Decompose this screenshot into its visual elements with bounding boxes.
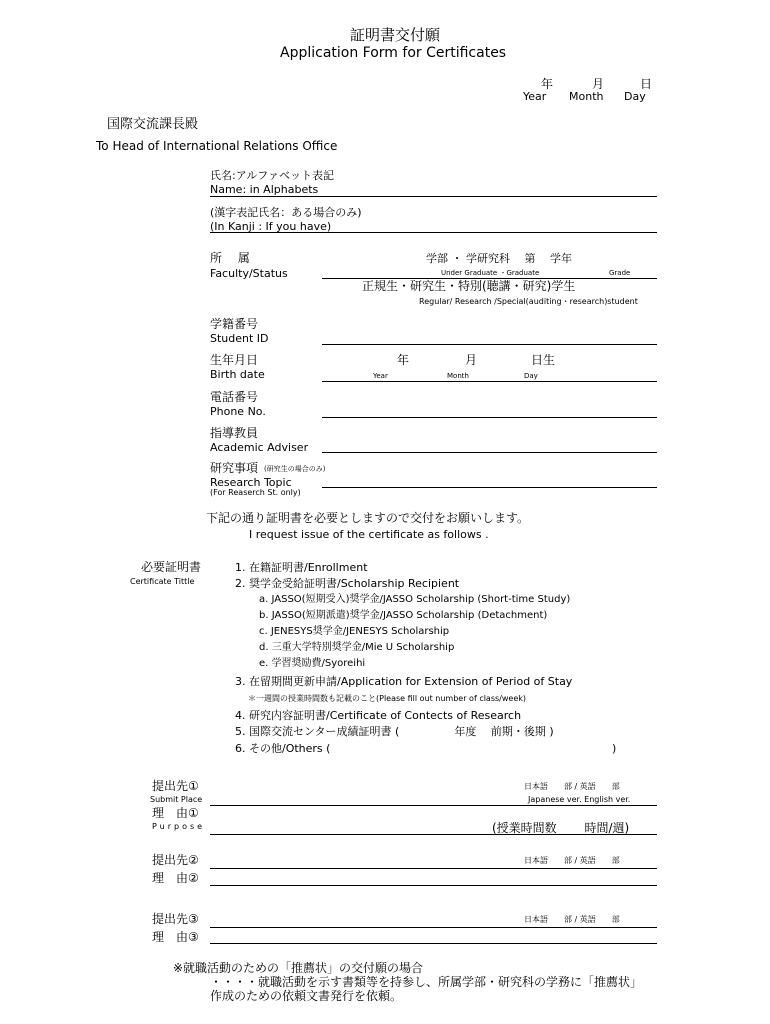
submit-place-3-field[interactable] [210,927,657,928]
certificate-item-2e[interactable]: e. 学習奨励費/Syoreihi [259,658,366,669]
certificate-item-3-note: ＊一週間の授業時間数も記載のこと(Please fill out number of class/week) [248,694,527,703]
date-day-en: Day [624,90,646,103]
submit-place-1-field[interactable] [210,805,657,806]
name-label-en: Name: in Alphabets [210,183,319,196]
certificate-label-en: Certificate Tittle [130,577,195,586]
submit-place-3-copies: 日本語 部 / 英語 部 [524,915,620,924]
adviser-field[interactable] [322,452,657,453]
birth-date-field[interactable] [322,381,657,382]
title-en: Application Form for Certificates [280,45,507,61]
purpose-2-field[interactable] [210,885,657,886]
purpose-2-label: 理 由② [152,871,199,885]
addressee-ja: 国際交流課長殿 [107,117,199,132]
research-field[interactable] [322,487,657,488]
birth-day-ja: 日生 [531,353,556,367]
purpose-3-label: 理 由③ [152,930,199,944]
submit-place-1-copies: 日本語 部 / 英語 部 [524,782,620,791]
birth-month-en: Month [447,372,469,380]
certificate-item-6-close: ) [612,742,617,755]
title-ja: 証明書交付願 [350,26,441,44]
birth-label-ja: 生年月日 [210,353,259,367]
footer-note-line-2: ・・・・就職活動を示す書類等を持参し、所属学部・研究科の学務に「推薦状」 [210,975,643,989]
faculty-options-en: Under Graduate ・Graduate [441,269,540,277]
faculty-label-ja: 所 属 [210,251,250,265]
date-day-ja: 日 [640,77,653,91]
certificate-item-2[interactable]: 2. 奨学金受給証明書/Scholarship Recipient [235,577,460,590]
faculty-grade-en: Grade [609,269,631,277]
kanji-label-en: (In Kanji : If you have) [210,220,332,233]
date-month-ja: 月 [592,77,605,91]
birth-month-ja: 月 [465,353,478,367]
certificate-item-2a[interactable]: a. JASSO(短期受入)奨学金/JASSO Scholarship (Short-time Study) [259,594,571,605]
submit-place-2-field[interactable] [210,868,657,869]
request-en: I request issue of the certificate as follows . [249,528,489,541]
purpose-1-label-en: Purpose [152,822,206,831]
birth-label-en: Birth date [210,368,265,381]
birth-day-en: Day [524,372,538,380]
certificate-item-2c[interactable]: c. JENESYS奨学金/JENESYS Scholarship [259,626,450,637]
faculty-label-en: Faculty/Status [210,267,288,280]
certificate-item-3[interactable]: 3. 在留期間更新申請/Application for Extension of Period of Stay [235,675,573,688]
submit-place-1-label-en: Submit Place [150,795,203,804]
birth-year-en: Year [373,372,388,380]
footer-note-line-1: ※就職活動のための「推薦状」の交付願の場合 [173,961,424,975]
student-id-label-ja: 学籍番号 [210,317,259,331]
birth-year-ja: 年 [397,353,410,367]
adviser-label-en: Academic Adviser [210,441,309,454]
date-year-en: Year [523,90,547,103]
submit-place-1-copies-en: Japanese ver. English ver. [528,795,631,804]
research-label-ja: 研究事項 [210,461,259,475]
addressee-en: To Head of International Relations Office [96,139,338,153]
phone-field[interactable] [322,417,657,418]
adviser-label-ja: 指導教員 [210,426,259,440]
faculty-options-ja: 学部 ・ 学研究科 第 学年 [426,252,572,265]
kanji-name-field[interactable] [210,232,657,233]
certificate-item-4[interactable]: 4. 研究内容証明書/Certificate of Contects of Research [235,709,522,722]
submit-place-3-label: 提出先③ [152,912,199,926]
student-id-field[interactable] [322,344,657,345]
name-field[interactable] [210,196,657,197]
submit-place-2-label: 提出先② [152,853,199,867]
kanji-label-ja: (漢字表記氏名：ある場合のみ) [210,206,362,219]
certificate-item-6[interactable]: 6. その他/Others ( [235,742,331,755]
date-month-en: Month [569,90,604,103]
purpose-1-field[interactable] [210,834,657,835]
status-options-ja: 正規生・研究生・特別(聴講・研究)学生 [362,279,576,293]
certificate-item-2d[interactable]: d. 三重大学特別奨学金/Mie U Scholarship [259,642,455,653]
status-options-en: Regular/ Research /Special(auditing・research)student [419,297,638,306]
phone-label-en: Phone No. [210,405,266,418]
certificate-item-5[interactable]: 5. 国際交流センター成績証明書 ( 年度 前期・後期 ) [235,725,554,738]
purpose-3-field[interactable] [210,943,657,944]
certificate-item-1[interactable]: 1. 在籍証明書/Enrollment [235,561,368,574]
research-note-en: (For Reaserch St. only) [210,488,301,497]
certificate-item-2b[interactable]: b. JASSO(短期派遣)奨学金/JASSO Scholarship (Detachment) [259,610,548,621]
certificate-label-ja: 必要証明書 [141,560,202,574]
phone-label-ja: 電話番号 [210,390,259,404]
submit-place-1-label: 提出先① [152,779,199,793]
submit-place-2-copies: 日本語 部 / 英語 部 [524,856,620,865]
footer-note-line-3: 作成のための依頼文書発行を依頼。 [210,989,403,1003]
purpose-1-label: 理 由① [152,806,199,820]
date-year-ja: 年 [541,77,554,91]
class-hours-per-week: (授業時間数 時間/週) [492,821,630,835]
student-id-label-en: Student ID [210,332,269,345]
research-label-en: Research Topic [210,476,292,489]
name-label-ja: 氏名:アルファベット表記 [210,169,335,182]
request-ja: 下記の通り証明書を必要としますので交付をお願いします。 [206,511,530,525]
research-note-ja: (研究生の場合のみ) [264,465,326,473]
